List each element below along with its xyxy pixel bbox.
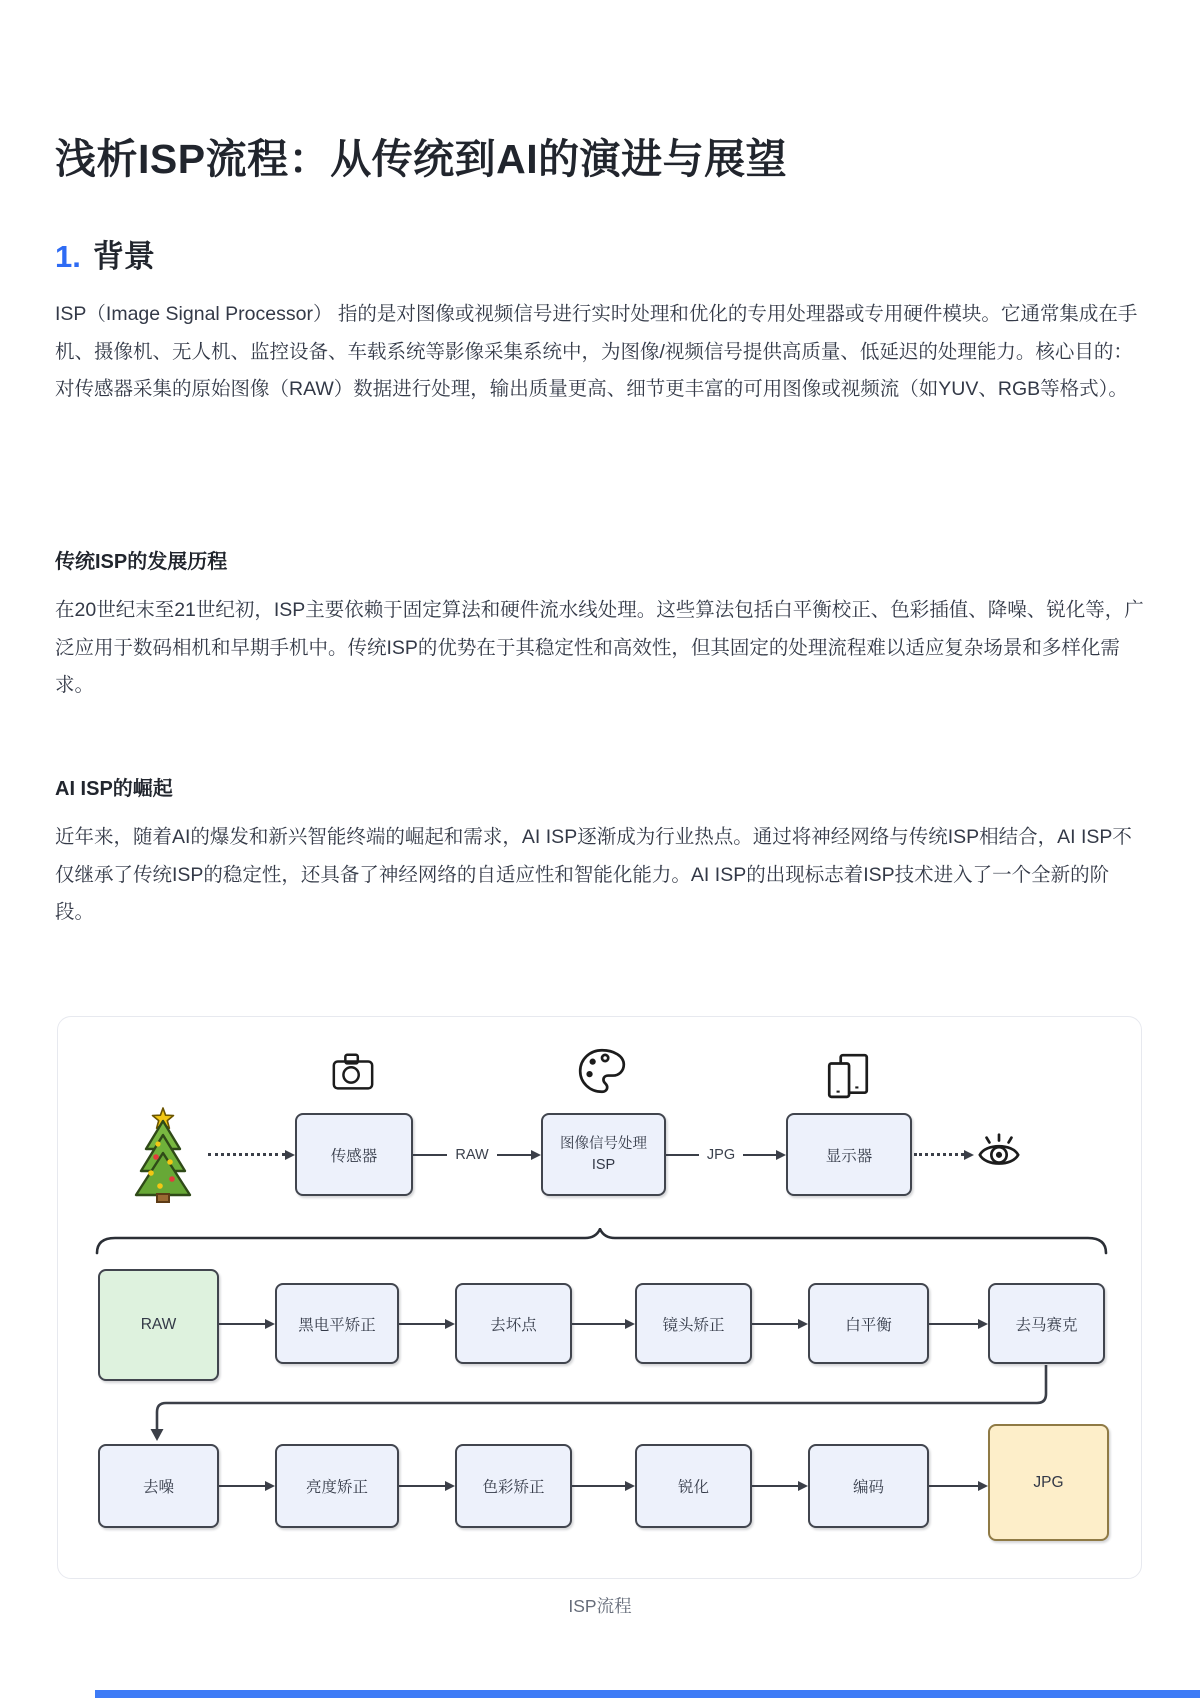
stage-label: 去噪 (142, 1479, 174, 1496)
stage-white-balance-node (808, 1283, 929, 1364)
isp-node (541, 1113, 666, 1196)
stage-arrow (572, 1283, 635, 1364)
scene-to-sensor-arrow (208, 1113, 295, 1196)
stage-label: JPG (1033, 1473, 1064, 1491)
camera-icon (330, 1050, 376, 1096)
devices-icon (823, 1051, 873, 1101)
stage-arrow (929, 1283, 988, 1364)
stage-arrow (752, 1283, 808, 1364)
stage-arrow (929, 1444, 988, 1528)
stage-label: 色彩矫正 (482, 1479, 545, 1496)
footer-accent-bar (95, 1690, 1200, 1698)
stage-label: 编码 (852, 1479, 884, 1496)
raw-edge (413, 1113, 541, 1196)
isp-node-label-line1: 图像信号处理 (560, 1135, 647, 1152)
stage-label: 锐化 (677, 1479, 709, 1496)
stage-label: 亮度矫正 (305, 1479, 368, 1496)
stage-label: 去马赛克 (1015, 1316, 1078, 1334)
isp-flow-diagram (57, 1016, 1142, 1579)
intro-paragraph: ISP（Image Signal Processor） 指的是对图像或视频信号进行实时处理和优化的专用处理器或专用硬件模块。它通常集成在手机、摄像机、无人机、监控设备、车载系统等影像采集系统中，为图像/视频信号提供高质量、低延迟的处理能力。核心目的：对传感器采集的原始图像（RAW）数据进行处理，输出质量更高、细节更丰富的可用图像或视频流（如YUV、RGB等格式）。 (55, 303, 1138, 400)
eye-icon (976, 1129, 1022, 1175)
stage-arrow (399, 1283, 455, 1364)
subheading-ai-isp: AI ISP的崛起 (55, 778, 173, 800)
stage-color-correction-node (455, 1444, 572, 1528)
stage-brightness-node (275, 1444, 399, 1528)
christmas-tree-icon (127, 1107, 199, 1203)
stage-dead-pixel-node (455, 1283, 572, 1364)
section-number: 1. (55, 239, 81, 274)
stage-arrow (219, 1283, 275, 1364)
stage-arrow (399, 1444, 455, 1528)
stage-label: RAW (140, 1316, 177, 1333)
ai-isp-paragraph: 近年来，随着AI的爆发和新兴智能终端的崛起和需求，AI ISP逐渐成为行业热点。通过将神经网络与传统ISP相结合，AI ISP不仅继承了传统ISP的稳定性，还具备了神经网络的自适应性和智能化能力。AI ISP的出现标志着ISP技术进入了一个全新的阶段。 (55, 826, 1132, 923)
stage-arrow (752, 1444, 808, 1528)
stage-encode-node (808, 1444, 929, 1528)
page-title: 浅析ISP流程：从传统到AI的演进与展望 (55, 136, 788, 182)
stage-denoise-node (98, 1444, 219, 1528)
brace-icon (95, 1228, 1108, 1255)
display-node-label: 显示器 (825, 1147, 873, 1165)
palette-icon (575, 1046, 629, 1096)
stage-sharpen-node (635, 1444, 752, 1528)
display-node (786, 1113, 912, 1196)
stage-arrow (572, 1444, 635, 1528)
sensor-node (295, 1113, 413, 1196)
stage-demosaic-node (988, 1283, 1105, 1364)
stage-lens-correction-node (635, 1283, 752, 1364)
figure-caption: ISP流程 (568, 1596, 632, 1616)
raw-edge-label: RAW (455, 1146, 489, 1163)
display-to-eye-arrow (914, 1113, 974, 1196)
stage-raw-node (98, 1269, 219, 1381)
jpg-edge-label: JPG (706, 1146, 736, 1163)
stage-arrow (219, 1444, 275, 1528)
isp-node-label-line2: ISP (591, 1156, 616, 1173)
traditional-isp-paragraph: 在20世纪末至21世纪初，ISP主要依赖于固定算法和硬件流水线处理。这些算法包括白平衡校正、色彩插值、降噪、锐化等，广泛应用于数码相机和早期手机中。传统ISP的优势在于其稳定性和高效性，但其固定的处理流程难以适应复杂场景和多样化需求。 (55, 599, 1144, 696)
stage-black-level-node (275, 1283, 399, 1364)
sensor-node-label: 传感器 (330, 1147, 378, 1165)
section-heading (55, 231, 155, 276)
jpg-edge (666, 1113, 786, 1196)
section-title: 背景 (92, 239, 155, 274)
stage-label: 白平衡 (845, 1316, 892, 1334)
stage-label: 黑电平矫正 (298, 1316, 376, 1334)
subheading-traditional-isp: 传统ISP的发展历程 (55, 551, 228, 573)
stage-jpg-node (988, 1424, 1109, 1541)
stage-label: 去坏点 (490, 1316, 537, 1334)
stage-label: 镜头矫正 (662, 1316, 725, 1334)
